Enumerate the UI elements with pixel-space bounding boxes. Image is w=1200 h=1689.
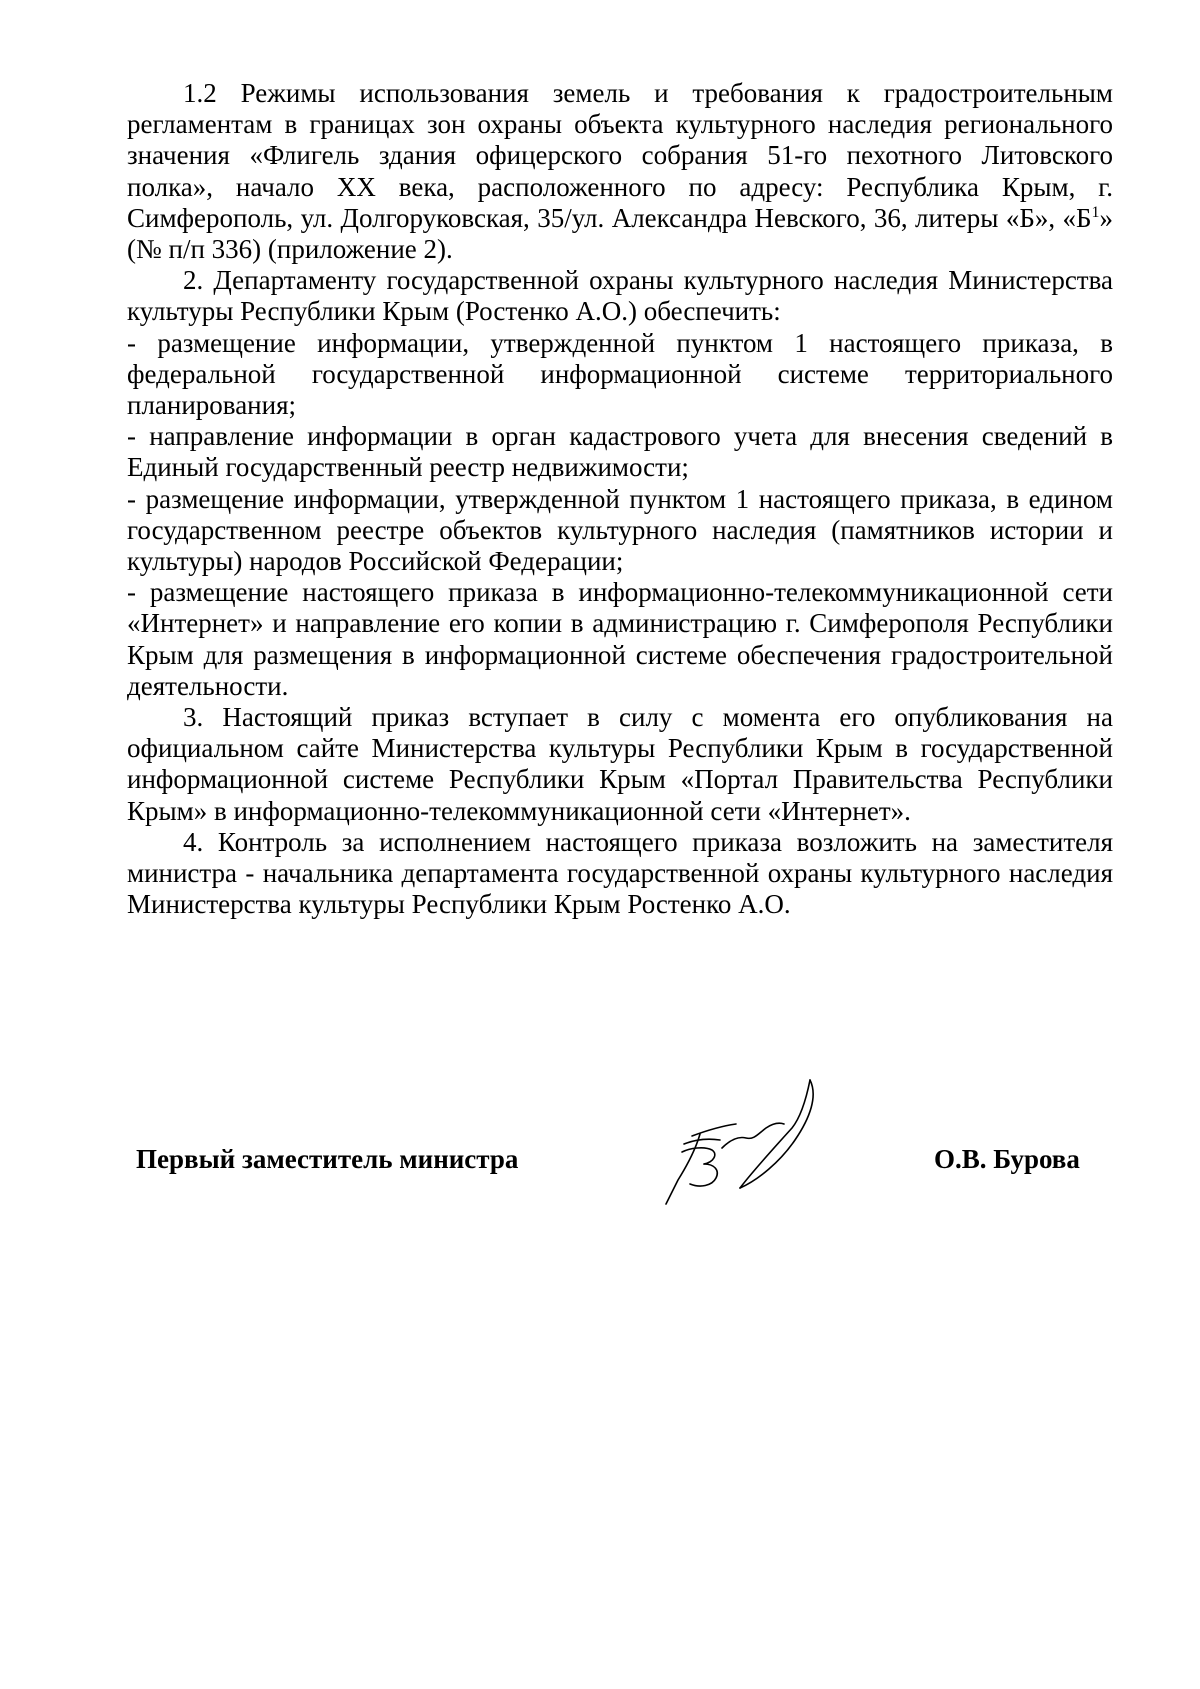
paragraph-2-item-2: - направление информации в орган кадастрового учета для внесения сведений в Единый государственный реестр недвижимости; — [127, 421, 1113, 483]
paragraph-3: 3. Настоящий приказ вступает в силу с момента его опубликования на официальном сайте Министерства культуры Республики Крым в государственной информационной системе Республики Крым «Портал Правительства Республики Крым» в информационно-телекоммуникационной сети «Интернет». — [127, 702, 1113, 826]
signatory-name: О.В. Бурова — [934, 1144, 1080, 1174]
paragraph-2-item-3: - размещение информации, утвержденной пунктом 1 настоящего приказа, в едином государственном реестре объектов культурного наследия (памятников истории и культуры) народов Российской Федерации; — [127, 483, 1113, 577]
paragraph-1-2-tail: » (№ п/п 336) (приложение 2). — [127, 202, 1113, 265]
paragraph-4: 4. Контроль за исполнением настоящего приказа возложить на заместителя министра - начальника департамента государственной охраны культурного наследия Министерства культуры Республики Крым Ростенко А.О. — [127, 826, 1113, 920]
document-body — [127, 78, 1113, 920]
paragraph-2-item-1: - размещение информации, утвержденной пунктом 1 настоящего приказа, в федеральной государственной информационной системе территориального планирования; — [127, 327, 1113, 421]
superscript-1: 1 — [1091, 203, 1100, 221]
paragraph-2-item-4: - размещение настоящего приказа в информационно-телекоммуникационной сети «Интернет» и направление его копии в администрацию г. Симферополя Республики Крым для размещения в информационной системе обеспечения градостроительной деятельности. — [127, 577, 1113, 701]
signature-block — [0, 1000, 1200, 1230]
paragraph-1-2 — [127, 78, 1113, 265]
paragraph-1-2-text: 1.2 Режимы использования земель и требования к градостроительным регламентам в границах зон охраны объекта культурного наследия регионального значения «Флигель здания офицерского собрания 51-го пехотного Литовского полка», начало XX века, расположенного по адресу: Республика Крым, г. Симферополь, ул. Долгоруковская, 35/ул. Александра Невского, 36, литеры «Б», «Б — [127, 78, 1113, 233]
paragraph-2: 2. Департаменту государственной охраны культурного наследия Министерства культуры Республики Крым (Ростенко А.О.) обеспечить: — [127, 265, 1113, 327]
position-title: Первый заместитель министра — [136, 1144, 519, 1174]
handwritten-signature-icon — [660, 1078, 880, 1208]
